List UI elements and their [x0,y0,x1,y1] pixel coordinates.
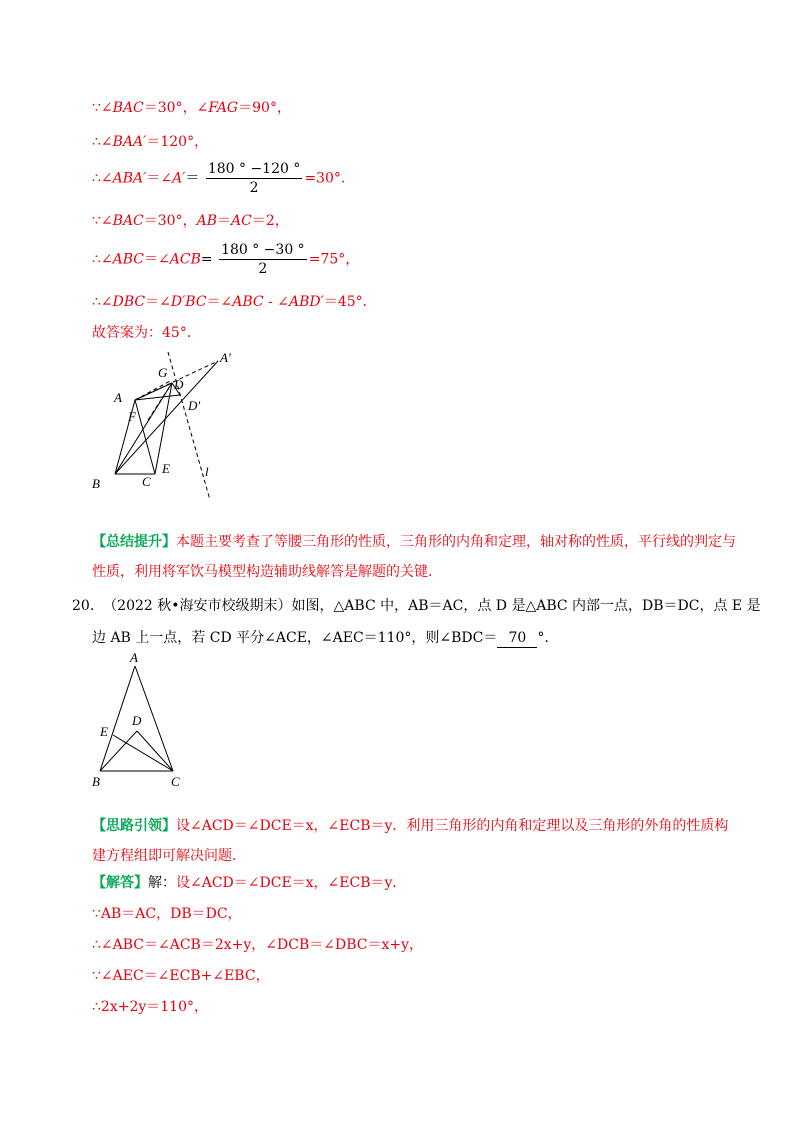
q20-line-1: 20. （2022 秋•海安市校级期末）如图，△ABC 中，AB＝AC，点 D 是△ABC 内部一点，DB＝DC，点 E 是 [72,598,761,614]
sol19-line-5: ∴∠ABC＝∠ACB= $\frac{180 ^\circ -30 ^\circ}{2}$ =75°， [92,242,360,277]
segment-DC [137,731,173,771]
figure-2 [80,648,200,798]
summary-tag: 【总结提升】 [92,534,176,550]
fraction-180-120: $\frac{180 ^\circ -120 ^\circ}{2}$ [207,161,301,196]
label-c: C [142,474,151,489]
segment-EC [113,735,173,771]
sol19-answer: 故答案为：45°． [92,325,201,341]
label-e: E [162,461,170,476]
hint-paragraph: 【思路引领】设∠ACD＝∠DCE＝x，∠ECB＝y．利用三角形的内角和定理以及三角形的外角的性质构建方程组即可解决问题． [92,818,729,864]
q20-answer: 70 [497,629,537,648]
label-b: B [92,476,100,491]
figure-1 [80,340,280,510]
label-b: B [92,774,100,789]
label-l: l [205,464,209,479]
label-c: C [171,774,180,789]
label-d-prime: D′ [188,398,201,413]
label-e: E [100,724,108,739]
label-a: A [114,390,122,405]
fraction-180-30: $\frac{180 ^\circ -30 ^\circ}{2}$ [221,242,305,277]
label-a: A [130,650,138,665]
sol19-line-3: ∴∠ABA′＝∠A′＝ $\frac{180 ^\circ -120 ^\circ}{2}$ =30°． [92,161,355,196]
hint-tag: 【思路引领】 [92,818,176,834]
label-g: G [158,365,168,380]
sol19-line-1: ∵∠BAC＝30°，∠FAG＝90°， [92,100,291,116]
solution-line-2: ∴∠ABC＝∠ACB＝2x+y，∠DCB＝∠DBC＝x+y， [92,937,423,953]
label-f: F [128,409,136,424]
sol19-line-4: ∵∠BAC＝30°，AB＝AC＝2， [92,213,289,229]
summary-paragraph: 【总结提升】本题主要考查了等腰三角形的性质，三角形的内角和定理，轴对称的性质，平行线的判定与性质，利用将军饮马模型构造辅助线解答是解题的关键. [92,534,736,580]
sol19-line-2: ∴∠BAA′＝120°， [92,134,209,150]
segment-AB [100,666,135,771]
solution-line-4: ∴2x+2y＝110°， [92,999,208,1015]
solution-line-3: ∵∠AEC＝∠ECB+∠EBC， [92,968,270,984]
solution-line-1: ∵AB＝AC，DB＝DC， [92,906,242,922]
q20-line-2: 边 AB 上一点，若 CD 平分∠ACE，∠AEC＝110°，则∠BDC＝ 70 °. [92,630,549,646]
label-a-prime: A′ [220,350,231,365]
solution-line-0: 【解答】解：设∠ACD＝∠DCE＝x，∠ECB＝y． [92,875,407,891]
segment-AD-prime [135,395,180,400]
solution-tag: 【解答】 [92,875,148,891]
label-d: D [174,377,184,392]
label-d: D [132,713,142,728]
sol19-line-6: ∴∠DBC＝∠D′BC＝∠ABC - ∠ABD′＝45°． [92,294,377,310]
